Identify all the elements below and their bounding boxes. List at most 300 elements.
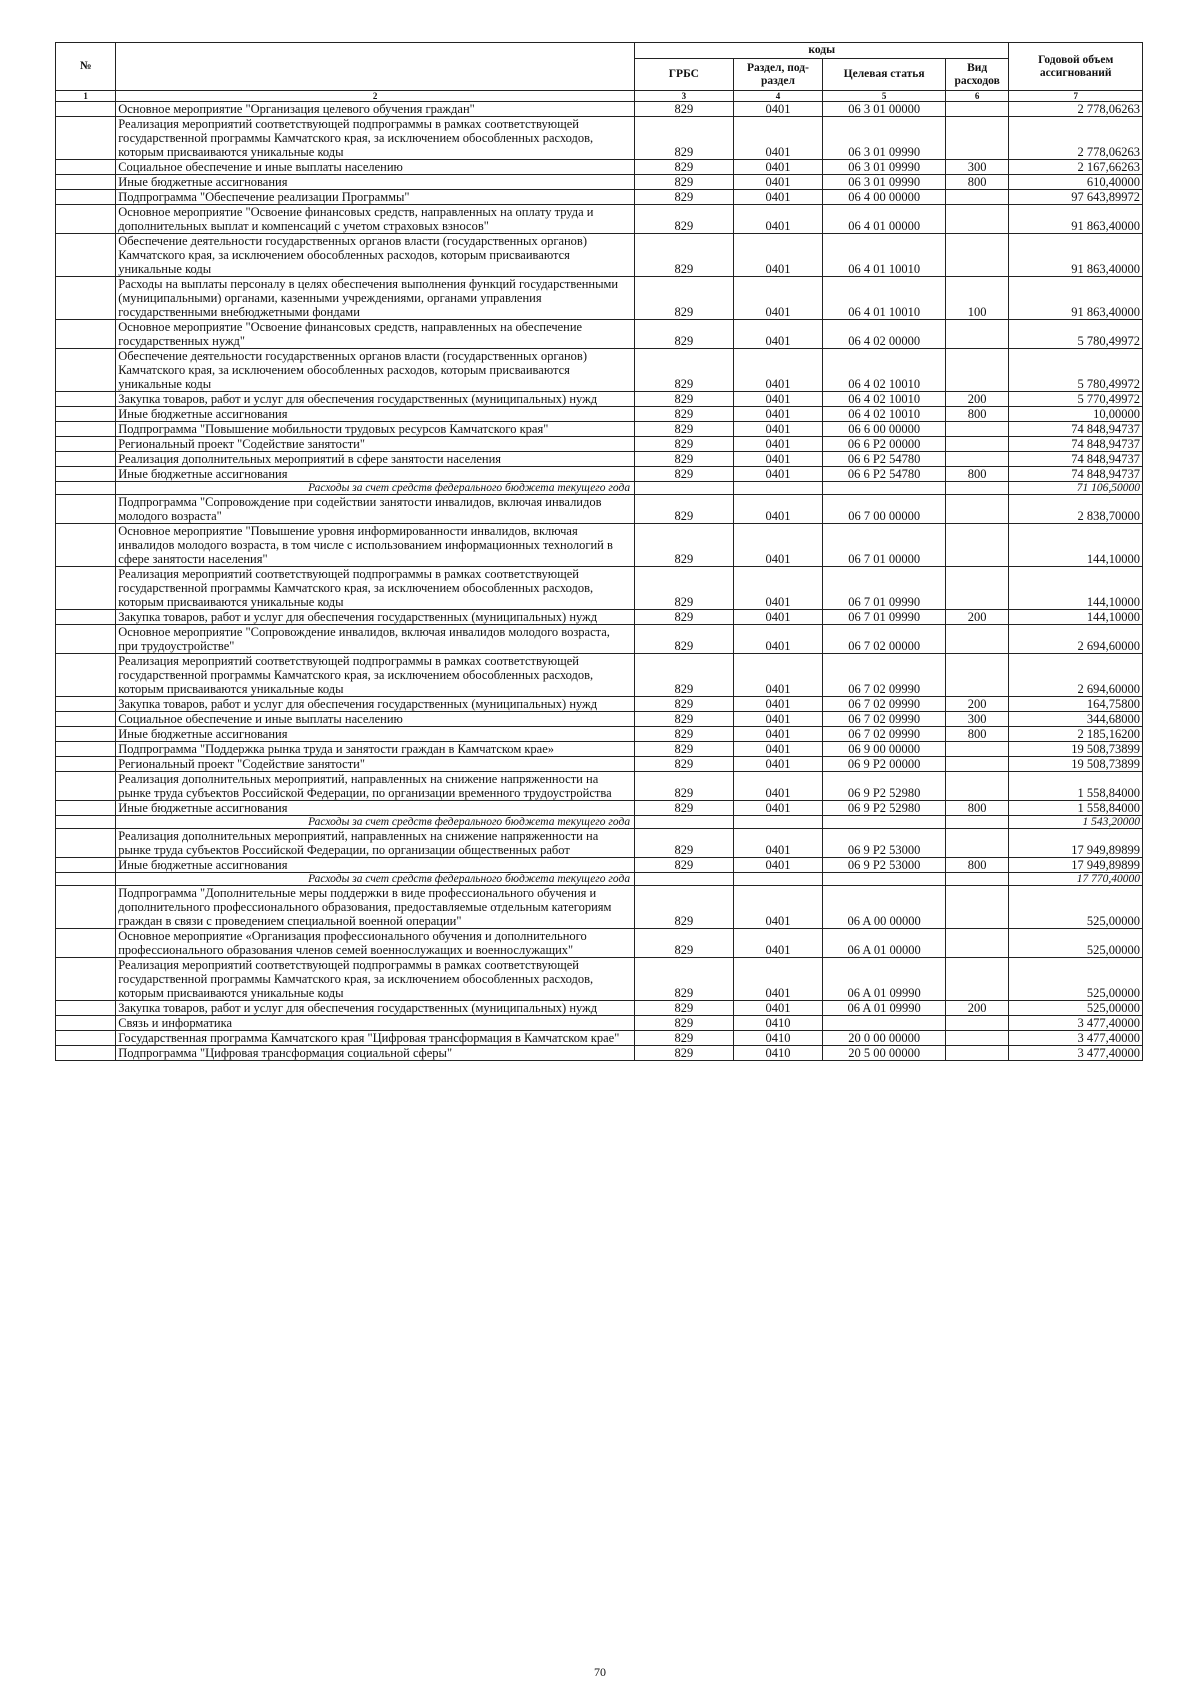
expense-type-cell xyxy=(945,1031,1009,1046)
amount-cell: 19 508,73899 xyxy=(1009,742,1143,757)
table-row xyxy=(56,1016,1143,1031)
grbs-cell: 829 xyxy=(635,277,734,320)
expense-type-cell xyxy=(945,437,1009,452)
grbs-cell: 829 xyxy=(635,829,734,858)
row-number-cell xyxy=(56,160,116,175)
amount-cell: 2 778,06263 xyxy=(1009,102,1143,117)
section-cell: 0401 xyxy=(733,160,823,175)
section-cell: 0401 xyxy=(733,625,823,654)
row-name-cell: Иные бюджетные ассигнования xyxy=(116,175,635,190)
section-cell: 0401 xyxy=(733,958,823,1001)
row-name-cell: Реализация мероприятий соответствующей подпрограммы в рамках соответствующей государственной программы Камчатского края, за исключением обособленных расходов, которым присваиваются уникальные коды xyxy=(116,958,635,1001)
target-article-cell: 06 3 01 09990 xyxy=(823,175,946,190)
target-article-cell: 06 4 01 00000 xyxy=(823,205,946,234)
table-row xyxy=(56,524,1143,567)
section-cell: 0401 xyxy=(733,712,823,727)
grbs-cell: 829 xyxy=(635,1001,734,1016)
section-cell: 0401 xyxy=(733,349,823,392)
row-name-cell: Подпрограмма "Дополнительные меры поддержки в виде профессионального обучения и дополнительного профессионального образования, предоставляемые отдельным категориям граждан в связи с проведением специальной военной операции" xyxy=(116,886,635,929)
table-row xyxy=(56,117,1143,160)
row-name-cell: Расходы за счет средств федерального бюджета текущего года xyxy=(116,873,635,886)
section-cell: 0401 xyxy=(733,801,823,816)
target-article-cell: 20 0 00 00000 xyxy=(823,1031,946,1046)
header-section: Раздел, под-раздел xyxy=(733,59,823,91)
table-row xyxy=(56,234,1143,277)
row-name-cell: Реализация мероприятий соответствующей подпрограммы в рамках соответствующей государственной программы Камчатского края, за исключением обособленных расходов, которым присваиваются уникальные коды xyxy=(116,654,635,697)
amount-cell: 91 863,40000 xyxy=(1009,205,1143,234)
row-number-cell xyxy=(56,958,116,1001)
target-article-cell xyxy=(823,1016,946,1031)
row-name-cell: Основное мероприятие "Сопровождение инвалидов, включая инвалидов молодого возраста, при трудоустройстве" xyxy=(116,625,635,654)
column-number: 7 xyxy=(1009,91,1143,102)
amount-cell: 144,10000 xyxy=(1009,610,1143,625)
expense-type-cell xyxy=(945,929,1009,958)
target-article-cell: 06 9 P2 00000 xyxy=(823,757,946,772)
expense-type-cell xyxy=(945,654,1009,697)
table-body xyxy=(56,102,1143,1061)
row-number-cell xyxy=(56,712,116,727)
table-row xyxy=(56,495,1143,524)
table-row xyxy=(56,320,1143,349)
expense-type-cell xyxy=(945,320,1009,349)
grbs-cell: 829 xyxy=(635,727,734,742)
grbs-cell: 829 xyxy=(635,958,734,1001)
row-number-cell xyxy=(56,858,116,873)
grbs-cell: 829 xyxy=(635,175,734,190)
amount-cell: 525,00000 xyxy=(1009,958,1143,1001)
amount-cell: 17 770,40000 xyxy=(1009,873,1143,886)
grbs-cell: 829 xyxy=(635,801,734,816)
amount-cell: 1 558,84000 xyxy=(1009,772,1143,801)
section-cell: 0401 xyxy=(733,727,823,742)
row-number-cell xyxy=(56,1046,116,1061)
section-cell: 0401 xyxy=(733,190,823,205)
grbs-cell: 829 xyxy=(635,205,734,234)
amount-cell: 525,00000 xyxy=(1009,929,1143,958)
row-number-cell xyxy=(56,829,116,858)
row-number-cell xyxy=(56,205,116,234)
amount-cell: 2 778,06263 xyxy=(1009,117,1143,160)
row-number-cell xyxy=(56,873,116,886)
row-number-cell xyxy=(56,929,116,958)
amount-cell: 3 477,40000 xyxy=(1009,1016,1143,1031)
expense-type-cell xyxy=(945,816,1009,829)
row-number-cell xyxy=(56,742,116,757)
target-article-cell xyxy=(823,816,946,829)
table-row xyxy=(56,567,1143,610)
table-row xyxy=(56,654,1143,697)
amount-cell: 71 106,50000 xyxy=(1009,482,1143,495)
target-article-cell: 06 6 P2 54780 xyxy=(823,467,946,482)
grbs-cell: 829 xyxy=(635,1031,734,1046)
row-name-cell: Закупка товаров, работ и услуг для обеспечения государственных (муниципальных) нужд xyxy=(116,392,635,407)
grbs-cell: 829 xyxy=(635,886,734,929)
amount-cell: 2 694,60000 xyxy=(1009,625,1143,654)
expense-type-cell: 300 xyxy=(945,712,1009,727)
amount-cell: 5 770,49972 xyxy=(1009,392,1143,407)
row-number-cell xyxy=(56,524,116,567)
row-name-cell: Региональный проект "Содействие занятости" xyxy=(116,437,635,452)
amount-cell: 74 848,94737 xyxy=(1009,467,1143,482)
expense-type-cell: 800 xyxy=(945,407,1009,422)
row-name-cell: Основное мероприятие "Организация целевого обучения граждан" xyxy=(116,102,635,117)
table-row xyxy=(56,712,1143,727)
row-name-cell: Реализация мероприятий соответствующей подпрограммы в рамках соответствующей государственной программы Камчатского края, за исключением обособленных расходов, которым присваиваются уникальные коды xyxy=(116,117,635,160)
row-name-cell: Обеспечение деятельности государственных органов власти (государственных органов) Камчатского края, за исключением обособленных расходов, которым присваиваются уникальные коды xyxy=(116,349,635,392)
grbs-cell: 829 xyxy=(635,234,734,277)
row-name-cell: Социальное обеспечение и иные выплаты населению xyxy=(116,712,635,727)
expense-type-cell xyxy=(945,205,1009,234)
target-article-cell: 06 9 P2 52980 xyxy=(823,801,946,816)
expense-type-cell xyxy=(945,190,1009,205)
expense-type-cell xyxy=(945,829,1009,858)
column-number: 4 xyxy=(733,91,823,102)
row-name-cell: Основное мероприятие «Организация профессионального обучения и дополнительного профессионального образования членов семей военнослужащих и военнослужащих" xyxy=(116,929,635,958)
section-cell: 0401 xyxy=(733,697,823,712)
table-row xyxy=(56,742,1143,757)
target-article-cell: 06 A 00 00000 xyxy=(823,886,946,929)
column-number: 5 xyxy=(823,91,946,102)
row-number-cell xyxy=(56,320,116,349)
row-number-cell xyxy=(56,190,116,205)
federal-note-row xyxy=(56,482,1143,495)
row-number-cell xyxy=(56,422,116,437)
row-name-cell: Расходы за счет средств федерального бюджета текущего года xyxy=(116,482,635,495)
grbs-cell xyxy=(635,482,734,495)
grbs-cell: 829 xyxy=(635,117,734,160)
amount-cell: 17 949,89899 xyxy=(1009,858,1143,873)
grbs-cell: 829 xyxy=(635,102,734,117)
target-article-cell: 06 A 01 00000 xyxy=(823,929,946,958)
target-article-cell: 06 7 01 09990 xyxy=(823,610,946,625)
row-name-cell: Реализация дополнительных мероприятий, направленных на снижение напряженности на рынке труда субъектов Российской Федерации, по организации общественных работ xyxy=(116,829,635,858)
expense-type-cell: 200 xyxy=(945,697,1009,712)
header-number: № xyxy=(56,43,116,91)
expense-type-cell: 200 xyxy=(945,1001,1009,1016)
grbs-cell: 829 xyxy=(635,654,734,697)
row-number-cell xyxy=(56,801,116,816)
expense-type-cell xyxy=(945,524,1009,567)
target-article-cell: 06 7 02 09990 xyxy=(823,727,946,742)
expense-type-cell: 800 xyxy=(945,467,1009,482)
target-article-cell: 06 9 P2 52980 xyxy=(823,772,946,801)
row-number-cell xyxy=(56,886,116,929)
table-row xyxy=(56,697,1143,712)
amount-cell: 19 508,73899 xyxy=(1009,757,1143,772)
target-article-cell: 06 3 01 00000 xyxy=(823,102,946,117)
table-header xyxy=(56,43,1143,102)
column-number: 2 xyxy=(116,91,635,102)
amount-cell: 91 863,40000 xyxy=(1009,234,1143,277)
section-cell: 0401 xyxy=(733,102,823,117)
row-number-cell xyxy=(56,567,116,610)
expense-type-cell xyxy=(945,495,1009,524)
section-cell: 0401 xyxy=(733,392,823,407)
grbs-cell: 829 xyxy=(635,712,734,727)
row-number-cell xyxy=(56,757,116,772)
grbs-cell: 829 xyxy=(635,625,734,654)
section-cell xyxy=(733,873,823,886)
grbs-cell: 829 xyxy=(635,567,734,610)
table-row xyxy=(56,886,1143,929)
target-article-cell: 06 7 02 09990 xyxy=(823,712,946,727)
target-article-cell: 06 3 01 09990 xyxy=(823,160,946,175)
section-cell: 0401 xyxy=(733,1001,823,1016)
amount-cell: 2 838,70000 xyxy=(1009,495,1143,524)
section-cell xyxy=(733,816,823,829)
target-article-cell: 06 4 02 10010 xyxy=(823,392,946,407)
target-article-cell: 06 6 P2 54780 xyxy=(823,452,946,467)
row-name-cell: Расходы за счет средств федерального бюджета текущего года xyxy=(116,816,635,829)
target-article-cell: 06 6 P2 00000 xyxy=(823,437,946,452)
section-cell: 0410 xyxy=(733,1031,823,1046)
amount-cell: 144,10000 xyxy=(1009,567,1143,610)
row-number-cell xyxy=(56,277,116,320)
table-row xyxy=(56,102,1143,117)
target-article-cell: 20 5 00 00000 xyxy=(823,1046,946,1061)
section-cell: 0401 xyxy=(733,829,823,858)
row-name-cell: Социальное обеспечение и иные выплаты населению xyxy=(116,160,635,175)
table-row xyxy=(56,392,1143,407)
amount-cell: 344,68000 xyxy=(1009,712,1143,727)
row-number-cell xyxy=(56,392,116,407)
header-target-article: Целевая статья xyxy=(823,59,946,91)
page-number: 70 xyxy=(594,1665,606,1679)
table-row xyxy=(56,929,1143,958)
row-number-cell xyxy=(56,467,116,482)
row-name-cell: Региональный проект "Содействие занятости" xyxy=(116,757,635,772)
section-cell: 0401 xyxy=(733,742,823,757)
grbs-cell: 829 xyxy=(635,407,734,422)
section-cell: 0401 xyxy=(733,858,823,873)
row-number-cell xyxy=(56,1031,116,1046)
section-cell: 0401 xyxy=(733,772,823,801)
amount-cell: 2 694,60000 xyxy=(1009,654,1143,697)
table-row xyxy=(56,757,1143,772)
table-row xyxy=(56,205,1143,234)
grbs-cell: 829 xyxy=(635,742,734,757)
table-row xyxy=(56,829,1143,858)
grbs-cell: 829 xyxy=(635,524,734,567)
section-cell: 0401 xyxy=(733,524,823,567)
expense-type-cell xyxy=(945,958,1009,1001)
table-row xyxy=(56,467,1143,482)
row-name-cell: Государственная программа Камчатского края "Цифровая трансформация в Камчатском крае" xyxy=(116,1031,635,1046)
section-cell: 0401 xyxy=(733,467,823,482)
row-name-cell: Подпрограмма "Повышение мобильности трудовых ресурсов Камчатского края" xyxy=(116,422,635,437)
target-article-cell: 06 7 02 00000 xyxy=(823,625,946,654)
expense-type-cell: 800 xyxy=(945,727,1009,742)
column-number: 6 xyxy=(945,91,1009,102)
row-number-cell xyxy=(56,482,116,495)
amount-cell: 17 949,89899 xyxy=(1009,829,1143,858)
expense-type-cell xyxy=(945,1016,1009,1031)
amount-cell: 2 167,66263 xyxy=(1009,160,1143,175)
target-article-cell: 06 6 00 00000 xyxy=(823,422,946,437)
column-number: 1 xyxy=(56,91,116,102)
row-number-cell xyxy=(56,234,116,277)
section-cell xyxy=(733,482,823,495)
grbs-cell: 829 xyxy=(635,1046,734,1061)
table-row xyxy=(56,858,1143,873)
expense-type-cell xyxy=(945,1046,1009,1061)
row-number-cell xyxy=(56,1001,116,1016)
section-cell: 0401 xyxy=(733,320,823,349)
row-name-cell: Расходы на выплаты персоналу в целях обеспечения выполнения функций государственными (муниципальными) органами, казенными учреждениями, органами управления государственными внебюджетными фондами xyxy=(116,277,635,320)
amount-cell: 1 543,20000 xyxy=(1009,816,1143,829)
target-article-cell: 06 4 02 00000 xyxy=(823,320,946,349)
row-number-cell xyxy=(56,349,116,392)
table-row xyxy=(56,958,1143,1001)
row-name-cell: Реализация дополнительных мероприятий, направленных на снижение напряженности на рынке труда субъектов Российской Федерации, по организации временного трудоустройства xyxy=(116,772,635,801)
grbs-cell: 829 xyxy=(635,858,734,873)
amount-cell: 164,75800 xyxy=(1009,697,1143,712)
row-name-cell: Иные бюджетные ассигнования xyxy=(116,727,635,742)
section-cell: 0401 xyxy=(733,567,823,610)
expense-type-cell: 800 xyxy=(945,175,1009,190)
column-number: 3 xyxy=(635,91,734,102)
grbs-cell: 829 xyxy=(635,190,734,205)
expense-type-cell xyxy=(945,234,1009,277)
section-cell: 0401 xyxy=(733,610,823,625)
row-number-cell xyxy=(56,452,116,467)
amount-cell: 10,00000 xyxy=(1009,407,1143,422)
expense-type-cell xyxy=(945,742,1009,757)
grbs-cell: 829 xyxy=(635,320,734,349)
section-cell: 0401 xyxy=(733,277,823,320)
grbs-cell xyxy=(635,816,734,829)
row-number-cell xyxy=(56,437,116,452)
row-number-cell xyxy=(56,697,116,712)
row-name-cell: Подпрограмма "Сопровождение при содействии занятости инвалидов, включая инвалидов молодого возраста" xyxy=(116,495,635,524)
target-article-cell xyxy=(823,482,946,495)
grbs-cell: 829 xyxy=(635,467,734,482)
expense-type-cell xyxy=(945,757,1009,772)
row-number-cell xyxy=(56,772,116,801)
section-cell: 0410 xyxy=(733,1046,823,1061)
expense-type-cell: 800 xyxy=(945,858,1009,873)
amount-cell: 5 780,49972 xyxy=(1009,349,1143,392)
amount-cell: 2 185,16200 xyxy=(1009,727,1143,742)
row-name-cell: Закупка товаров, работ и услуг для обеспечения государственных (муниципальных) нужд xyxy=(116,1001,635,1016)
row-name-cell: Иные бюджетные ассигнования xyxy=(116,467,635,482)
table-row xyxy=(56,1031,1143,1046)
target-article-cell: 06 9 P2 53000 xyxy=(823,858,946,873)
section-cell: 0401 xyxy=(733,407,823,422)
grbs-cell: 829 xyxy=(635,610,734,625)
target-article-cell: 06 3 01 09990 xyxy=(823,117,946,160)
section-cell: 0401 xyxy=(733,437,823,452)
row-name-cell: Подпрограмма "Обеспечение реализации Программы" xyxy=(116,190,635,205)
table-row xyxy=(56,452,1143,467)
amount-cell: 1 558,84000 xyxy=(1009,801,1143,816)
section-cell: 0401 xyxy=(733,205,823,234)
row-number-cell xyxy=(56,654,116,697)
table-row xyxy=(56,422,1143,437)
header-annual-volume: Годовой объем ассигнований xyxy=(1009,43,1143,91)
table-row xyxy=(56,160,1143,175)
section-cell: 0401 xyxy=(733,234,823,277)
expense-type-cell: 800 xyxy=(945,801,1009,816)
expense-type-cell: 100 xyxy=(945,277,1009,320)
expense-type-cell xyxy=(945,625,1009,654)
row-number-cell xyxy=(56,407,116,422)
row-name-cell: Основное мероприятие "Повышение уровня информированности инвалидов, включая инвалидов молодого возраста, в том числе с использованием информационных технологий в сфере занятости населения" xyxy=(116,524,635,567)
table-row xyxy=(56,610,1143,625)
target-article-cell: 06 9 P2 53000 xyxy=(823,829,946,858)
amount-cell: 5 780,49972 xyxy=(1009,320,1143,349)
row-name-cell: Закупка товаров, работ и услуг для обеспечения государственных (муниципальных) нужд xyxy=(116,610,635,625)
row-number-cell xyxy=(56,816,116,829)
federal-note-row xyxy=(56,873,1143,886)
expense-type-cell xyxy=(945,422,1009,437)
section-cell: 0401 xyxy=(733,422,823,437)
amount-cell: 3 477,40000 xyxy=(1009,1046,1143,1061)
row-number-cell xyxy=(56,495,116,524)
table-row xyxy=(56,1046,1143,1061)
row-name-cell: Подпрограмма "Поддержка рынка труда и занятости граждан в Камчатском крае» xyxy=(116,742,635,757)
row-name-cell: Реализация мероприятий соответствующей подпрограммы в рамках соответствующей государственной программы Камчатского края, за исключением обособленных расходов, которым присваиваются уникальные коды xyxy=(116,567,635,610)
target-article-cell: 06 7 00 00000 xyxy=(823,495,946,524)
expense-type-cell xyxy=(945,772,1009,801)
target-article-cell: 06 4 02 10010 xyxy=(823,349,946,392)
row-name-cell: Закупка товаров, работ и услуг для обеспечения государственных (муниципальных) нужд xyxy=(116,697,635,712)
row-number-cell xyxy=(56,625,116,654)
target-article-cell: 06 4 00 00000 xyxy=(823,190,946,205)
row-number-cell xyxy=(56,102,116,117)
row-name-cell: Связь и информатика xyxy=(116,1016,635,1031)
row-name-cell: Реализация дополнительных мероприятий в сфере занятости населения xyxy=(116,452,635,467)
amount-cell: 74 848,94737 xyxy=(1009,422,1143,437)
section-cell: 0401 xyxy=(733,654,823,697)
table-row xyxy=(56,190,1143,205)
section-cell: 0401 xyxy=(733,452,823,467)
target-article-cell: 06 A 01 09990 xyxy=(823,1001,946,1016)
grbs-cell: 829 xyxy=(635,422,734,437)
grbs-cell: 829 xyxy=(635,437,734,452)
table-row xyxy=(56,801,1143,816)
grbs-cell: 829 xyxy=(635,697,734,712)
amount-cell: 74 848,94737 xyxy=(1009,437,1143,452)
grbs-cell: 829 xyxy=(635,160,734,175)
table-row xyxy=(56,437,1143,452)
header-expense-type: Вид расходов xyxy=(945,59,1009,91)
grbs-cell: 829 xyxy=(635,772,734,801)
row-name-cell: Иные бюджетные ассигнования xyxy=(116,407,635,422)
target-article-cell: 06 9 00 00000 xyxy=(823,742,946,757)
expense-type-cell xyxy=(945,567,1009,610)
row-number-cell xyxy=(56,1016,116,1031)
header-name xyxy=(116,43,635,91)
target-article-cell xyxy=(823,873,946,886)
target-article-cell: 06 A 01 09990 xyxy=(823,958,946,1001)
target-article-cell: 06 7 02 09990 xyxy=(823,697,946,712)
target-article-cell: 06 4 02 10010 xyxy=(823,407,946,422)
grbs-cell: 829 xyxy=(635,757,734,772)
target-article-cell: 06 7 01 09990 xyxy=(823,567,946,610)
grbs-cell: 829 xyxy=(635,349,734,392)
table-row xyxy=(56,772,1143,801)
budget-table xyxy=(55,42,1143,1061)
row-number-cell xyxy=(56,117,116,160)
amount-cell: 144,10000 xyxy=(1009,524,1143,567)
grbs-cell xyxy=(635,873,734,886)
amount-cell: 525,00000 xyxy=(1009,886,1143,929)
table-row xyxy=(56,727,1143,742)
column-numbers-row xyxy=(56,91,1143,102)
amount-cell: 525,00000 xyxy=(1009,1001,1143,1016)
table-row xyxy=(56,407,1143,422)
